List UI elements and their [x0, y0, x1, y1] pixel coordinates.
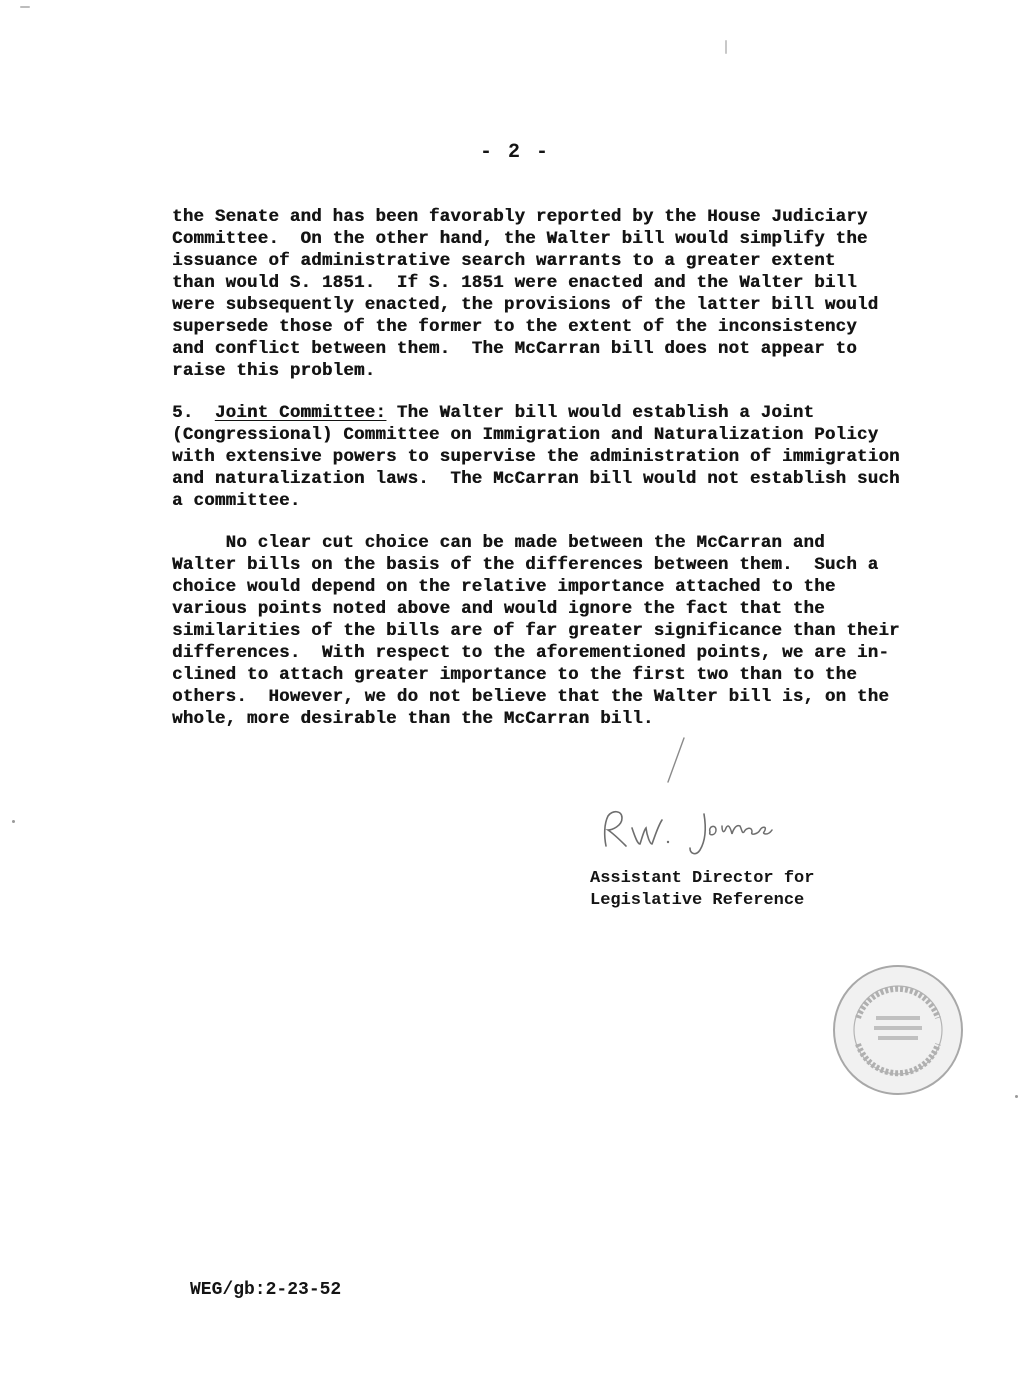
text-line: differences. With respect to the aforementioned points, we are in-: [172, 643, 890, 663]
handwritten-signature: [592, 800, 792, 860]
text-line: supersede those of the former to the extent of the inconsistency: [172, 317, 857, 337]
section-number: 5.: [172, 403, 194, 423]
text-line: choice would depend on the relative importance attached to the: [172, 577, 836, 597]
section-heading-rest: The Walter bill would establish a Joint: [386, 403, 815, 423]
section-heading: Joint Committee:: [214, 403, 387, 423]
text-line: Walter bills on the basis of the differences between them. Such a: [172, 555, 879, 575]
text-line: than would S. 1851. If S. 1851 were enacted and the Walter bill: [172, 273, 857, 293]
text-line: and conflict between them. The McCarran bill does not appear to: [172, 339, 857, 359]
archive-stamp: [828, 960, 968, 1100]
text-line: others. However, we do not believe that the Walter bill is, on the: [172, 687, 890, 707]
section-heading-line: [172, 402, 814, 424]
text-line: (Congressional) Committee on Immigration and Naturalization Policy: [172, 425, 879, 445]
text-line: Committee. On the other hand, the Walter bill would simplify the: [172, 229, 868, 249]
text-line: the Senate and has been favorably reported by the House Judiciary: [172, 207, 868, 227]
text-line: and naturalization laws. The McCarran bill would not establish such: [172, 469, 900, 489]
text-line: a committee.: [172, 491, 301, 511]
text-line: with extensive powers to supervise the administration of immigration: [172, 447, 900, 467]
text-line: No clear cut choice can be made between the McCarran and: [172, 533, 825, 553]
text-line: clined to attach greater importance to the first two than to the: [172, 665, 857, 685]
scan-speck: [20, 6, 30, 8]
text-line: were subsequently enacted, the provisions of the latter bill would: [172, 295, 879, 315]
text-line: whole, more desirable than the McCarran bill.: [172, 709, 654, 729]
pencil-mark: [660, 736, 690, 786]
page-number: - 2 -: [480, 141, 551, 164]
text-line: similarities of the bills are of far greater significance than their: [172, 621, 900, 641]
scan-speck: [12, 820, 15, 823]
text-line: raise this problem.: [172, 361, 376, 381]
text-line: various points noted above and would ignore the fact that the: [172, 599, 825, 619]
signatory-title-line: Assistant Director for: [590, 869, 815, 888]
scan-speck: [1015, 1095, 1018, 1098]
text-line: issuance of administrative search warrants to a greater extent: [172, 251, 836, 271]
scan-speck: [725, 40, 727, 54]
signatory-title-line: Legislative Reference: [590, 891, 805, 910]
reference-initials: WEG/gb:2-23-52: [190, 1280, 342, 1300]
